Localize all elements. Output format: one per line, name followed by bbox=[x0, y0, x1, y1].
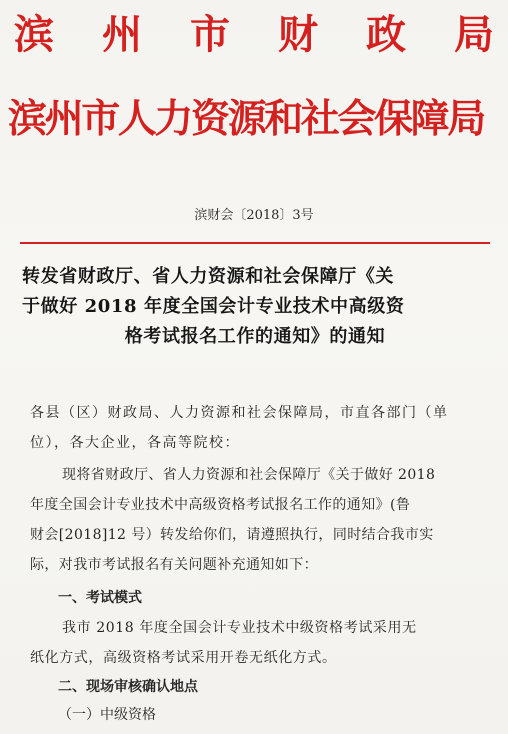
header-char: 政 bbox=[366, 12, 406, 58]
header-char: 局 bbox=[454, 12, 494, 58]
section-heading: 二、现场审核确认地点 bbox=[58, 679, 198, 695]
subsection-heading-intermediate bbox=[30, 700, 480, 730]
title-line: 格考试报名工作的通知》的通知 bbox=[124, 326, 386, 347]
section-heading-review-location bbox=[30, 672, 480, 702]
red-divider-rule bbox=[20, 242, 490, 244]
title-line: 于做好 2018 年度全国会计专业技术中高级资 bbox=[22, 296, 405, 317]
paragraph-line: 我市 2018 年度全国会计专业技术中级资格考试采用无 bbox=[62, 620, 417, 636]
issuer-header-hr-bureau: 滨州市人力资源和社会保障局 bbox=[8, 97, 484, 142]
paragraph-line: 纸化方式，高级资格考试采用开卷无纸化方式。 bbox=[30, 650, 337, 666]
salutation bbox=[30, 398, 480, 458]
document-title bbox=[22, 262, 488, 352]
paragraph-intro bbox=[30, 460, 480, 580]
section-heading: 一、考试模式 bbox=[58, 590, 142, 606]
header-char: 财 bbox=[278, 12, 318, 58]
salutation-line: 位），各大企业，各高等院校： bbox=[30, 435, 240, 451]
section-heading-exam-mode bbox=[30, 583, 480, 613]
header-char: 滨 bbox=[14, 12, 54, 58]
header-char: 市 bbox=[190, 12, 230, 58]
header-char: 州 bbox=[102, 12, 142, 58]
paragraph-line: 财会[2018]12 号）转发给你们，请遵照执行，同时结合我市实 bbox=[30, 527, 434, 543]
salutation-line: 各县（区）财政局、人力资源和社会保障局，市直各部门（单 bbox=[30, 405, 449, 421]
issuer-header-finance-bureau bbox=[14, 10, 494, 60]
paragraph-line: 年度全国会计专业技术中高级资格考试报名工作的通知》(鲁 bbox=[30, 497, 411, 513]
paragraph-line: 际，对我市考试报名有关问题补充通知如下： bbox=[30, 557, 318, 573]
subsection-heading: （一）中级资格 bbox=[58, 707, 156, 723]
title-line: 转发省财政厅、省人力资源和社会保障厅《关 bbox=[22, 266, 394, 287]
paragraph-line: 现将省财政厅、省人力资源和社会保障厅《关于做好 2018 bbox=[62, 467, 436, 483]
document-number: 滨财会〔2018〕3号 bbox=[194, 208, 314, 223]
paragraph-exam-mode bbox=[30, 613, 480, 673]
